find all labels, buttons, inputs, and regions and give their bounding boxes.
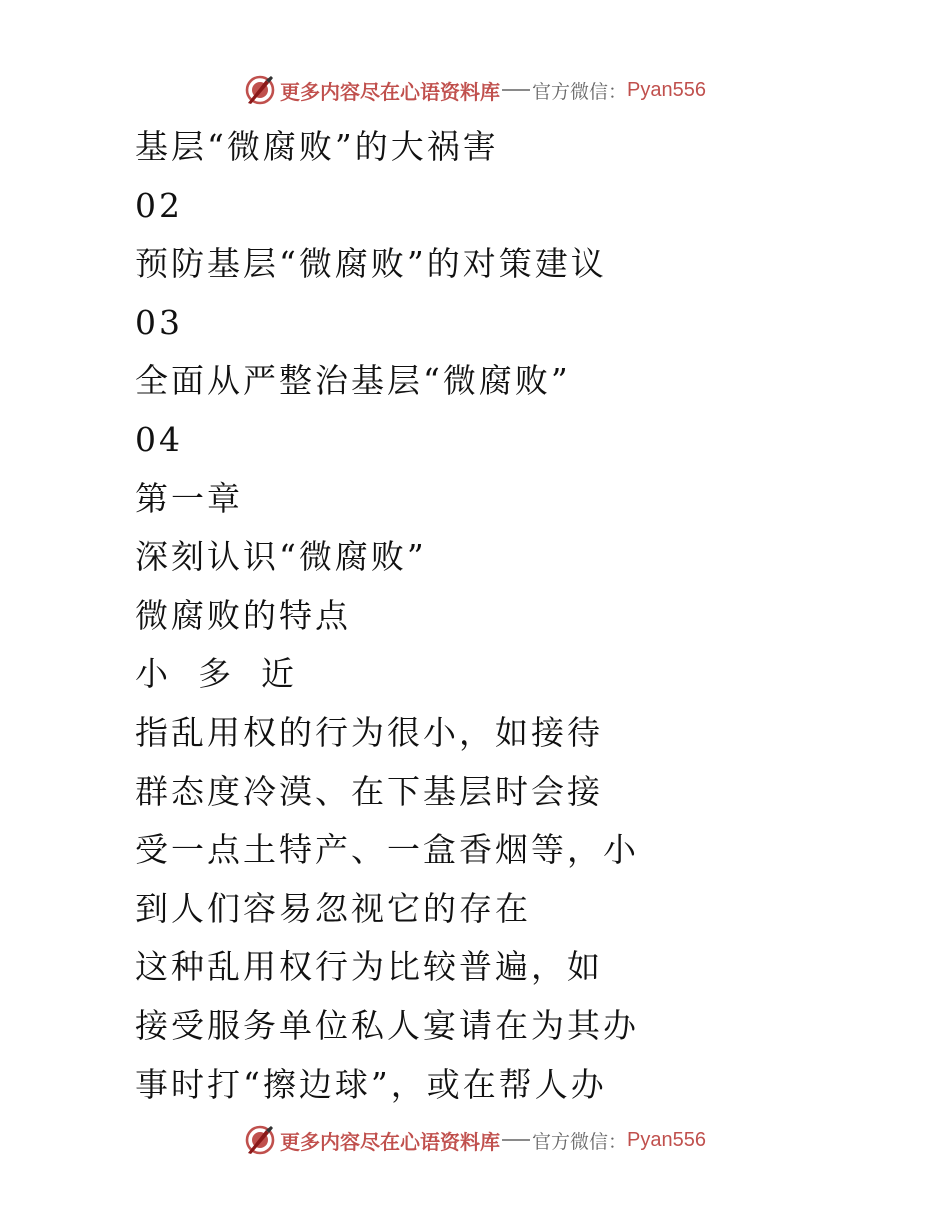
text-line: 事时打“擦边球”，或在帮人办 bbox=[135, 1064, 607, 1104]
text-line: 全面从严整治基层“微腐败” bbox=[135, 361, 571, 401]
text-line: 预防基层“微腐败”的对策建议 bbox=[135, 244, 607, 284]
banner-text: 更多内容尽在心语资料库 bbox=[280, 79, 500, 104]
header-watermark-banner bbox=[0, 70, 950, 110]
text-line: 群态度冷漠、在下基层时会接 bbox=[135, 771, 603, 811]
text-line: 02 bbox=[135, 185, 183, 225]
document-body bbox=[135, 118, 835, 1114]
text-line: 接受服务单位私人宴请在为其办 bbox=[135, 1005, 639, 1045]
chapter-heading: 第一章 bbox=[135, 478, 243, 518]
banner-wechat-label: 官方微信： bbox=[532, 1130, 628, 1153]
banner-wechat-id: Pyan556 bbox=[627, 1128, 706, 1151]
pen-logo-icon bbox=[244, 74, 276, 106]
text-line: 基层“微腐败”的大祸害 bbox=[135, 127, 499, 166]
banner-text: 更多内容尽在心语资料库 bbox=[280, 1129, 500, 1154]
footer-watermark-banner bbox=[0, 1120, 950, 1160]
banner-dash bbox=[502, 1139, 530, 1141]
section-heading: 深刻认识“微腐败” bbox=[135, 537, 427, 577]
text-line: 03 bbox=[135, 302, 183, 342]
pen-logo-icon bbox=[244, 1124, 276, 1156]
banner-wechat-id: Pyan556 bbox=[627, 78, 706, 101]
text-line: 04 bbox=[135, 419, 183, 459]
keywords-line: 小 多 近 bbox=[135, 654, 297, 694]
subsection-heading: 微腐败的特点 bbox=[135, 595, 351, 635]
banner-wechat-label: 官方微信： bbox=[532, 80, 628, 103]
banner-dash bbox=[502, 89, 530, 91]
text-line: 这种乱用权行为比较普遍，如 bbox=[135, 947, 603, 987]
text-line: 受一点土特产、一盒香烟等，小 bbox=[135, 830, 639, 870]
text-line: 指乱用权的行为很小，如接待 bbox=[135, 712, 603, 752]
text-line: 到人们容易忽视它的存在 bbox=[135, 888, 531, 928]
